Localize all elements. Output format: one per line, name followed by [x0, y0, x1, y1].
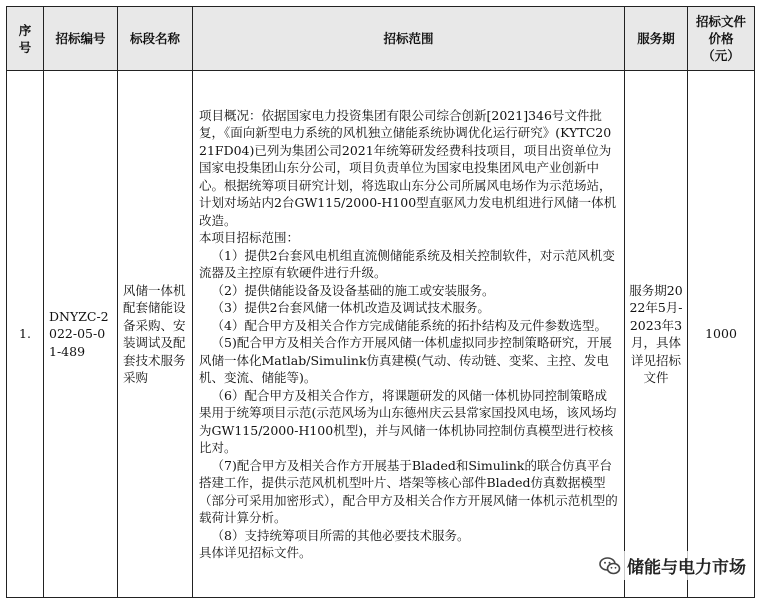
cell-price: 1000 — [688, 71, 755, 598]
header-service: 服务期 — [625, 7, 688, 71]
header-price: 招标文件价格（元） — [688, 7, 755, 71]
scope-paragraph: 具体详见招标文件。 — [199, 545, 312, 560]
tender-table — [6, 6, 755, 598]
cell-name: 风储一体机配套储能设备采购、安装调试及配套技术服务采购 — [118, 71, 193, 598]
watermark-text: 储能与电力市场 — [627, 558, 746, 578]
scope-paragraph: （6）配合甲方及相关合作方，将课题研发的风储一体机协同控制策略成果用于统筹项目示范(示范风场为山东德州庆云县常家国投风电场，该风场均为GW115/2000-H100机型)，并与风储一体机协同控制仿真模型进行校核比对。 — [199, 387, 617, 455]
table-row — [7, 71, 755, 598]
scope-paragraph: （4）配合甲方及相关合作方完成储能系统的拓扑结构及元件参数选型。 — [211, 317, 607, 333]
header-name: 标段名称 — [118, 7, 193, 71]
scope-paragraph: 本项目招标范围： — [199, 230, 300, 245]
header-scope: 招标范围 — [193, 7, 625, 71]
scope-paragraph: （8）支持统筹项目所需的其他必要技术服务。 — [211, 527, 470, 543]
header-no: 序号 — [7, 7, 44, 71]
watermark — [595, 551, 750, 580]
cell-service: 服务期2022年5月-2023年3月，具体详见招标文件 — [625, 71, 688, 598]
scope-paragraph: （2）提供储能设备及设备基础的施工或安装服务。 — [211, 282, 495, 298]
header-code: 招标编号 — [44, 7, 118, 71]
scope-paragraph: 项目概况：依据国家电力投资集团有限公司综合创新[2021]346号文件批复，《面向新型电力系统的风机独立储能系统协调优化运行研究》(KYTC2021FD04)已列为集团公司2021年统筹研发经费科技项目，项目出资单位为国家电投集团山东分公司，项目负责单位为国家电投集团风电产业创新中心。根据统筹项目研究计划，将选取山东分公司所属风电场作为示范场站，计划对场站内2台GW115/2000-H100型直驱风力发电机组进行风储一体机改造。 — [199, 107, 617, 228]
scope-paragraph: （3）提供2台套风储一体机改造及调试技术服务。 — [211, 300, 490, 315]
scope-paragraph: （5)配合甲方及相关合作方开展风储一体机虚拟同步控制策略研究，开展风储一体化Matlab/Simulink仿真建模(气动、传动链、变桨、主控、发电机、变流、储能等)。 — [199, 335, 612, 385]
cell-no: 1. — [7, 71, 44, 598]
cell-scope — [193, 71, 625, 598]
scope-paragraph: （7)配合甲方及相关合作方开展基于Bladed和Simulink的联合仿真平台搭建工作，提供示范风机机型叶片、塔架等核心部件Bladed仿真数据模型（部分可采用加密形式），配合甲方及相关合作方开展风储一体机示范机型的载荷计算分析。 — [199, 457, 618, 525]
wechat-icon — [599, 556, 621, 576]
cell-code: DNYZC-2022-05-01-489 — [44, 71, 118, 598]
scope-paragraph: （1）提供2台套风电机组直流侧储能系统及相关控制软件，对示范风机变流器及主控原有软硬件进行升级。 — [199, 247, 615, 280]
header-row — [7, 7, 755, 71]
